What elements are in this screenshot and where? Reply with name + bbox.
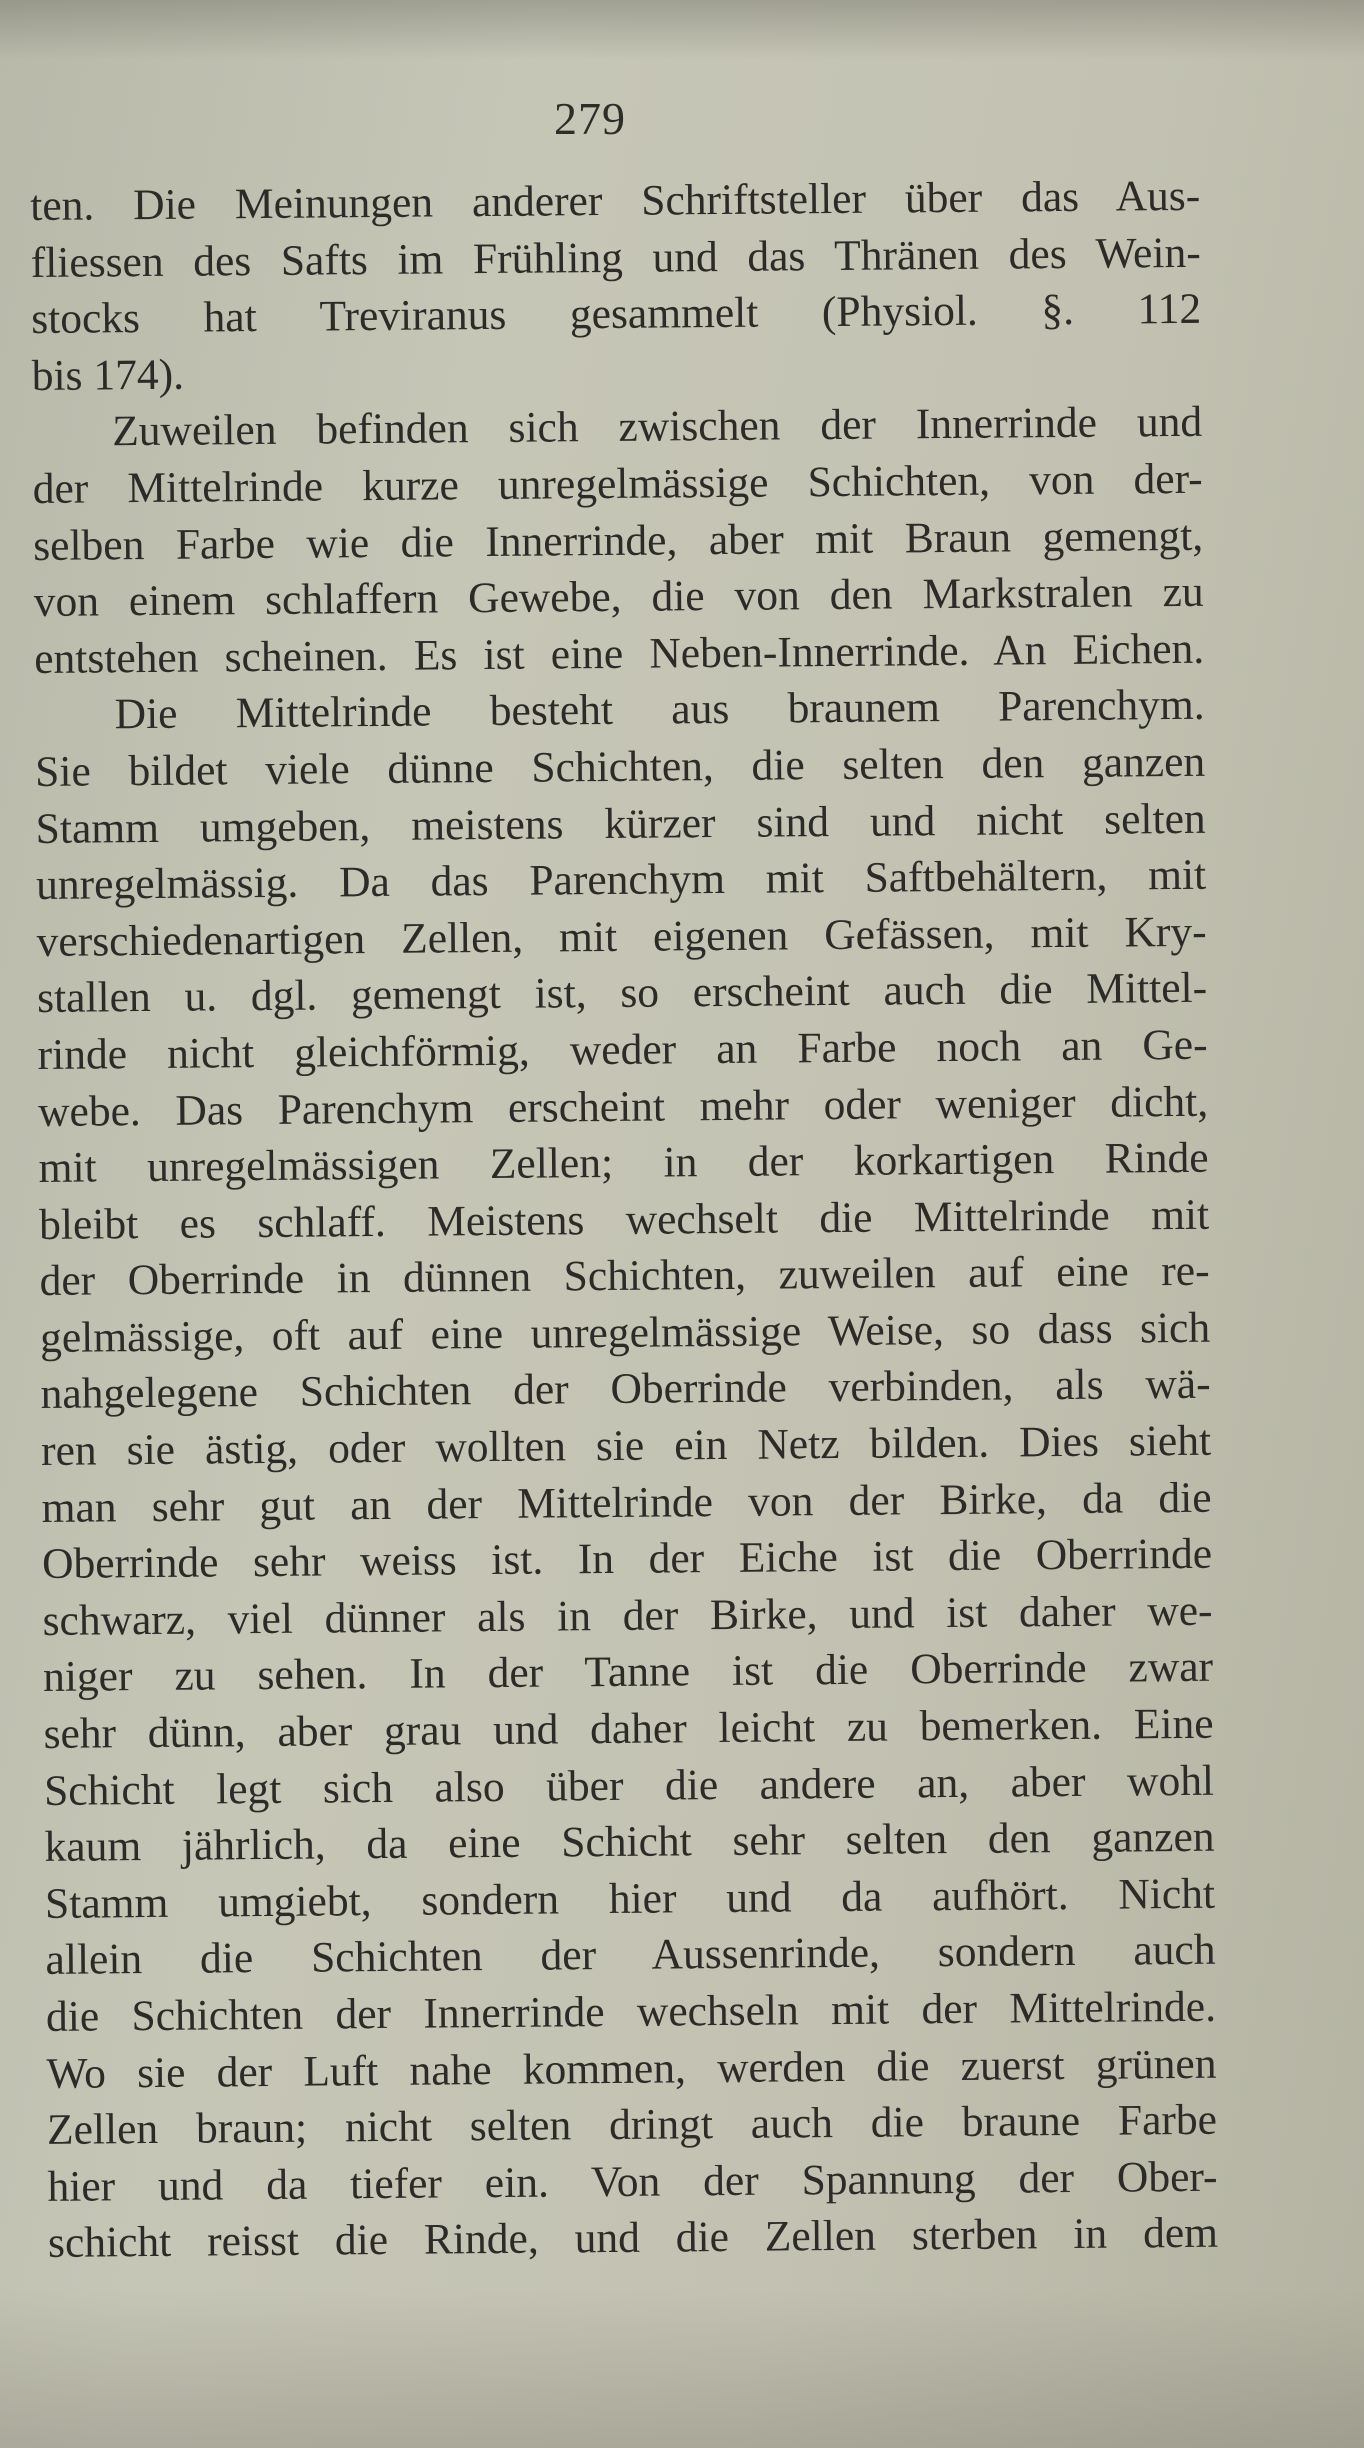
text-line: bleibt es schlaff. Meistens wechselt die Mittelrinde mit [38,1190,1210,1249]
page-number: 279 [554,93,626,144]
page-bottom-shadow [0,2288,1364,2448]
text-line: sehr dünn, aber grau und daher leicht zu bemerken. Eine [43,1699,1214,1758]
text-line: Zellen braun; nicht selten dringt auch die braune Farbe [46,2095,1218,2155]
text-line: rinde nicht gleichförmig, weder an Farbe noch an Ge- [37,1020,1208,1079]
text-line: hier und da tiefer ein. Von der Spannung der Ober- [47,2152,1218,2211]
text-line: kaum jährlich, da eine Schicht sehr selten den ganzen [44,1812,1215,1872]
text-line: verschiedenartigen Zellen, mit eigenen Gefässen, mit Kry- [36,907,1207,966]
text-line: ten. Die Meinungen anderer Schriftsteller über das Aus- [30,171,1201,230]
text-line: stallen u. dgl. gemengt ist, so erscheint auch die Mittel- [36,964,1208,1023]
text-line: webe. Das Parenchym erscheint mehr oder weniger dicht, [37,1077,1209,1136]
text-line: stocks hat Treviranus gesammelt (Physiol. §. 112 [31,284,1202,344]
text-line: ren sie ästig, oder wollten sie ein Netz bilden. Dies sieht [40,1416,1212,1476]
text-line: Zuweilen befinden sich zwischen der Innerrinde und [112,398,1203,456]
text-line: gelmässige, oft auf eine unregelmässige Weise, so dass sich [39,1303,1211,1362]
text-line: man sehr gut an der Mittelrinde von der Birke, da die [41,1473,1212,1532]
text-line: von einem schlaffern Gewebe, die von den Markstralen zu [33,567,1204,627]
text-line: unregelmässig. Da das Parenchym mit Saftbehältern, mit [35,850,1207,910]
page-top-shadow [0,0,1364,60]
text-line: niger zu sehen. In der Tanne ist die Oberrinde zwar [42,1643,1214,1702]
text-line: Die Mittelrinde besteht aus braunem Parenchym. [114,681,1205,739]
text-line: schwarz, viel dünner als in der Birke, und ist daher we- [42,1586,1213,1645]
text-line: entstehen scheinen. Es ist eine Neben-Innerrinde. An Eichen. [33,624,1205,683]
text-line: nahgelegene Schichten der Oberrinde verbinden, als wä- [40,1360,1211,1419]
text-line: schicht reisst die Rinde, und die Zellen sterben in dem [47,2209,1219,2268]
text-line: Stamm umgiebt, sondern hier und da aufhört. Nicht [44,1869,1216,1928]
text-line: Schicht legt sich also über die andere an, aber wohl [43,1756,1215,1815]
text-line: Wo sie der Luft nahe kommen, werden die zuerst grünen [46,2039,1217,2098]
text-line: Sie bildet viele dünne Schichten, die selten den ganzen [34,737,1206,796]
text-line: bis 174). [31,350,185,400]
text-line: Stamm umgeben, meistens kürzer sind und nicht selten [35,794,1206,853]
text-line: der Oberrinde in dünnen Schichten, zuweilen auf eine re- [39,1247,1210,1306]
text-line: fliessen des Safts im Frühling und das Thränen des Wein- [30,228,1201,287]
text-line: selben Farbe wie die Innerrinde, aber mit Braun gemengt, [32,511,1204,570]
text-line: allein die Schichten der Aussenrinde, sondern auch [45,1926,1216,1985]
text-line: mit unregelmässigen Zellen; in der korkartigen Rinde [38,1133,1209,1193]
text-line: der Mittelrinde kurze unregelmässige Schichten, von der- [32,454,1203,513]
text-line: die Schichten der Innerrinde wechseln mit der Mittelrinde. [45,1982,1217,2041]
text-line: Oberrinde sehr weiss ist. In der Eiche ist die Oberrinde [41,1529,1213,1589]
body-text [30,168,1218,2272]
